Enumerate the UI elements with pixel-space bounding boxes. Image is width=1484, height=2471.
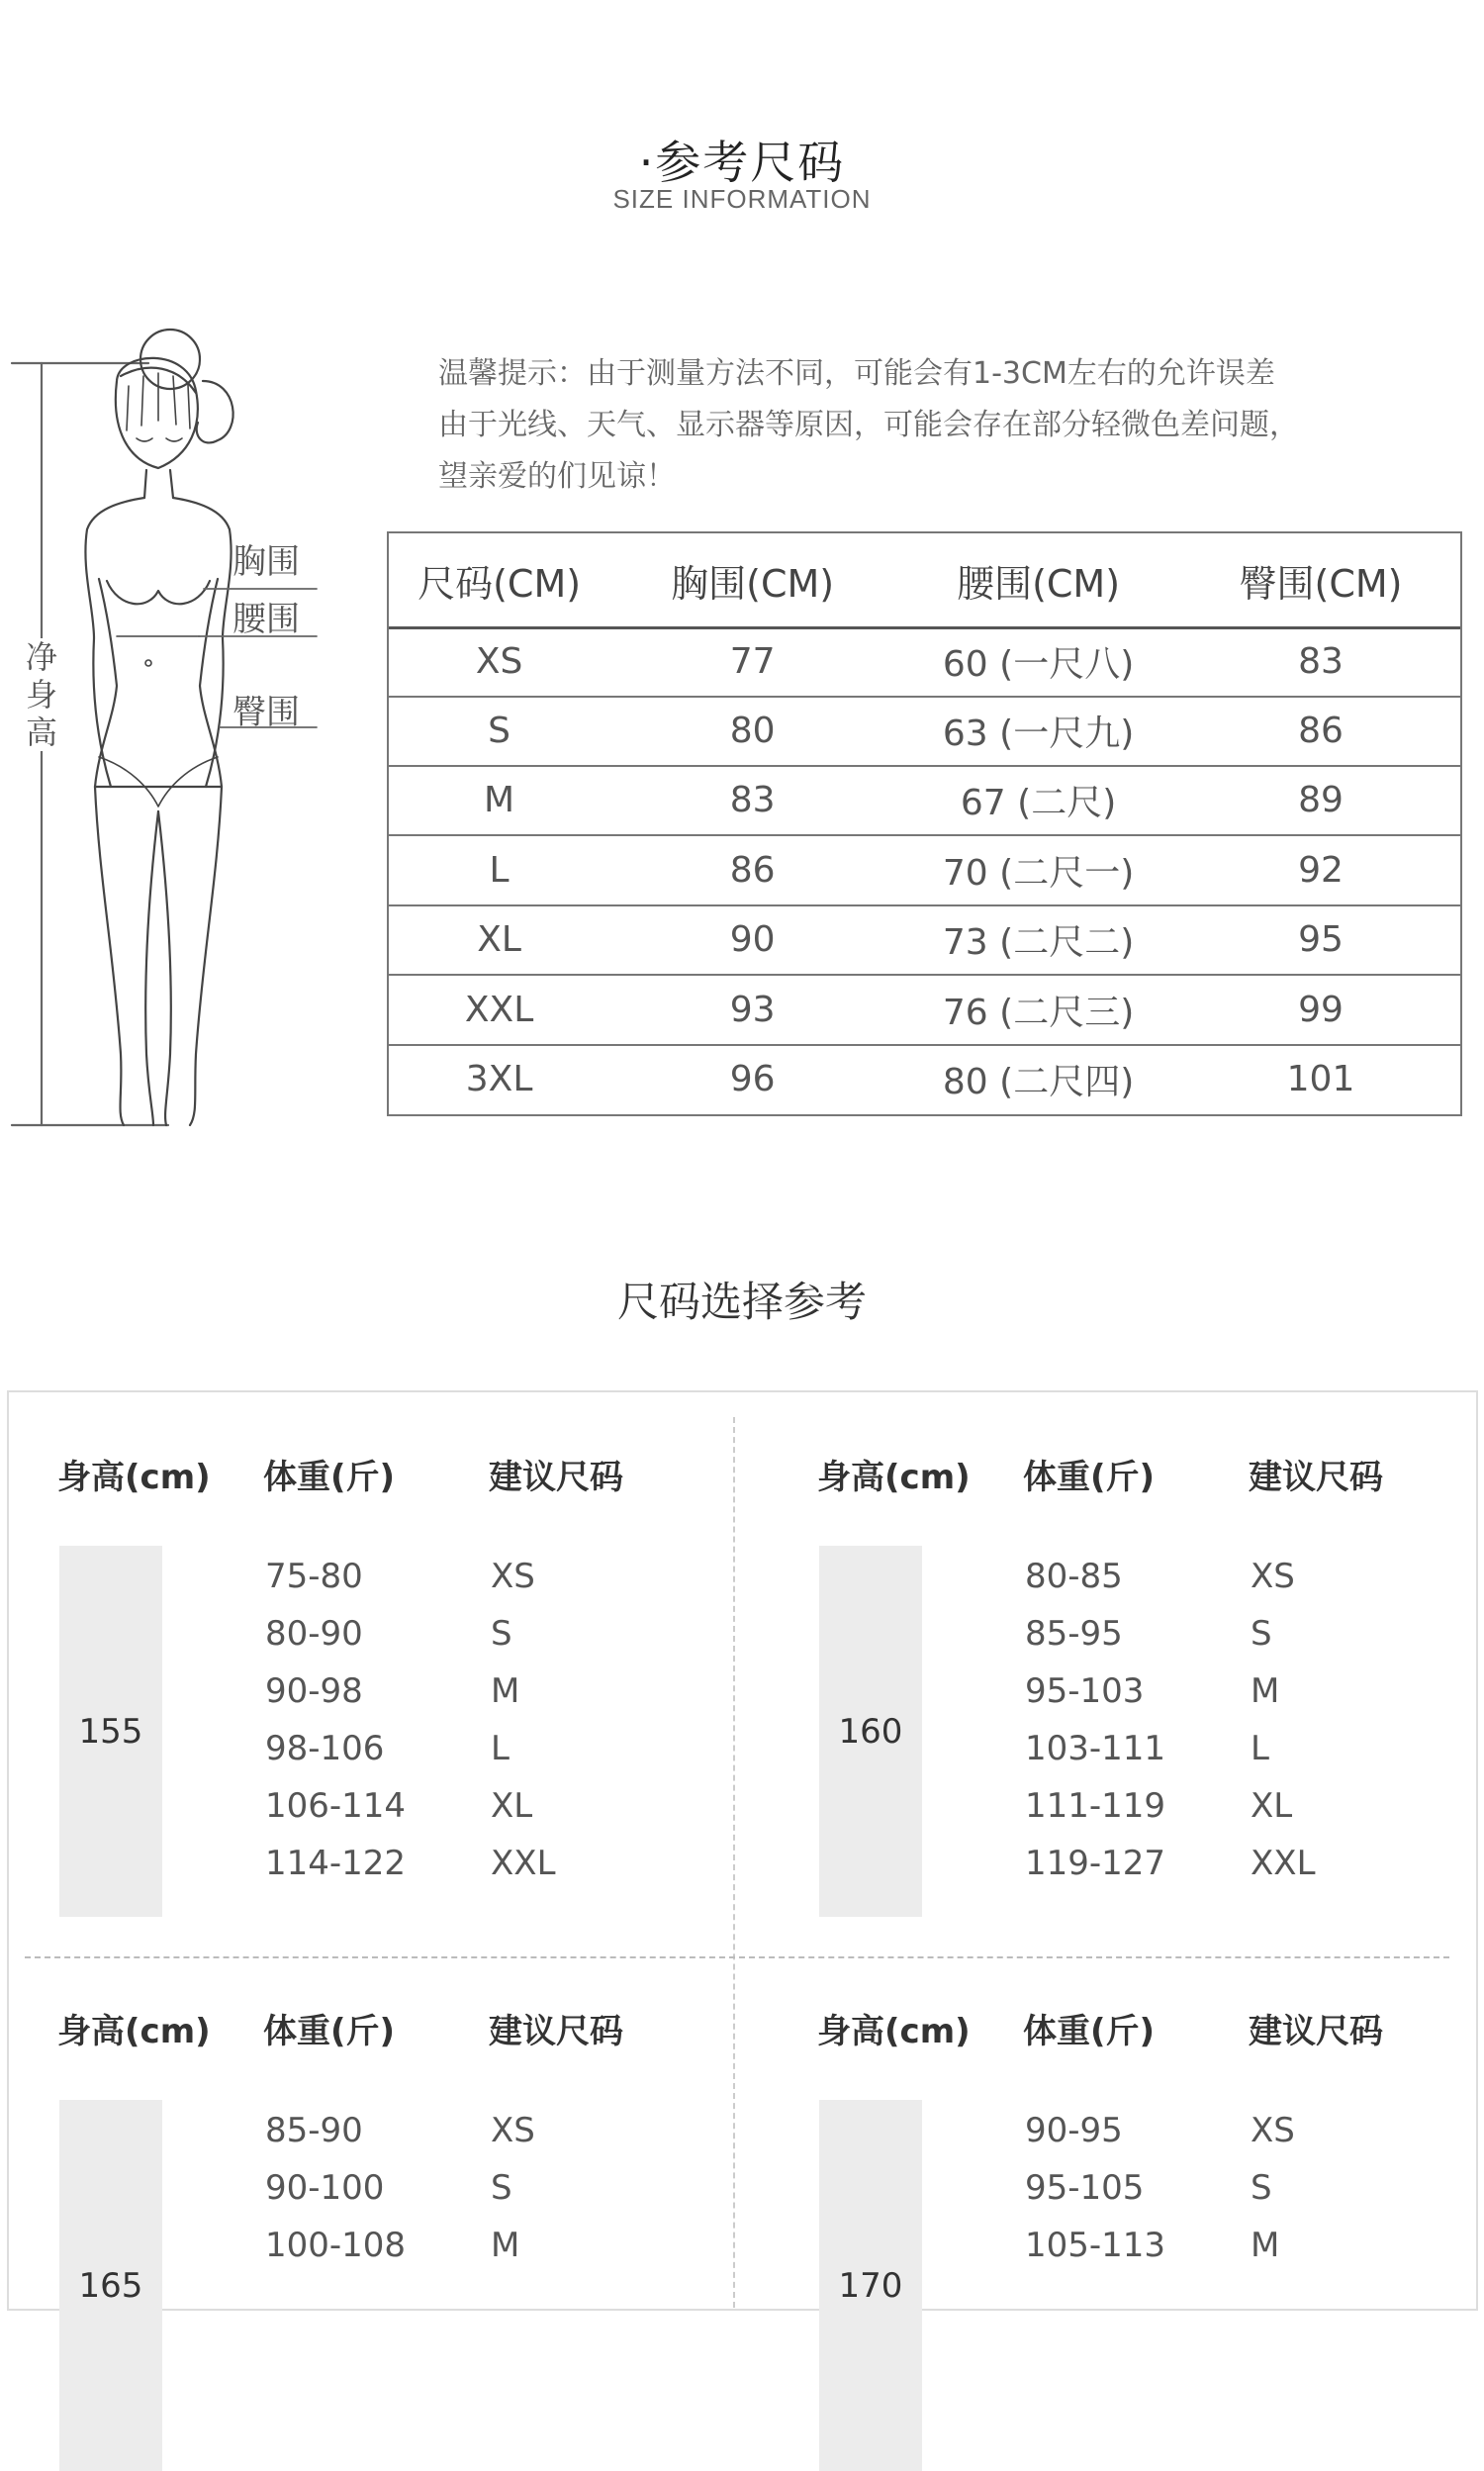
size-table-row bbox=[389, 835, 1460, 906]
weight-range: 95-103 bbox=[1025, 1671, 1145, 1711]
column-header-size: 建议尺码 bbox=[489, 1458, 623, 1497]
recommended-size: L bbox=[1251, 1729, 1269, 1768]
weight-range: 119-127 bbox=[1025, 1844, 1166, 1883]
tip-line-2: 由于光线、天气、显示器等原因，可能会存在部分轻微色差问题， bbox=[438, 408, 1299, 442]
size-cell: L bbox=[489, 849, 510, 891]
chest-cell: 77 bbox=[729, 640, 776, 682]
weight-range: 106-114 bbox=[265, 1786, 407, 1826]
chest-cell: 83 bbox=[729, 779, 776, 820]
height-value: 165 bbox=[78, 2266, 143, 2306]
waist-cell: 70 (二尺一) bbox=[942, 852, 1135, 894]
recommended-size: XS bbox=[491, 1557, 535, 1596]
size-cell: M bbox=[484, 779, 515, 820]
recommended-size: S bbox=[491, 1614, 512, 1654]
weight-range: 90-100 bbox=[265, 2168, 385, 2208]
horizontal-divider bbox=[25, 1956, 1449, 1958]
recommended-size: XS bbox=[1251, 2111, 1295, 2150]
height-value: 155 bbox=[78, 1712, 143, 1752]
hip-cell: 83 bbox=[1298, 640, 1344, 682]
column-header-size: 建议尺码 bbox=[489, 2012, 623, 2051]
size-table bbox=[387, 531, 1462, 1116]
header-size: 尺码(CM) bbox=[417, 561, 582, 606]
size-table-row bbox=[389, 696, 1460, 767]
weight-range: 85-95 bbox=[1025, 1614, 1123, 1654]
waist-cell: 73 (二尺二) bbox=[942, 921, 1135, 963]
column-header-weight: 体重(斤) bbox=[263, 1458, 396, 1497]
height-label: 净身高 bbox=[20, 638, 63, 751]
waist-label: 腰围 bbox=[232, 600, 300, 639]
column-header-weight: 体重(斤) bbox=[1023, 1458, 1156, 1497]
size-cell: S bbox=[488, 710, 511, 751]
weight-range: 75-80 bbox=[265, 1557, 363, 1596]
tip-line-3: 望亲爱的们见谅！ bbox=[438, 459, 676, 494]
size-cell: XXL bbox=[464, 989, 534, 1030]
weight-range: 95-105 bbox=[1025, 2168, 1145, 2208]
hip-cell: 86 bbox=[1298, 710, 1344, 751]
size-cell: 3XL bbox=[465, 1058, 533, 1099]
recommended-size: S bbox=[1251, 1614, 1272, 1654]
chest-cell: 86 bbox=[729, 849, 776, 891]
recommended-size: XXL bbox=[1251, 1844, 1316, 1883]
chest-cell: 90 bbox=[729, 918, 776, 960]
recommended-size: XS bbox=[491, 2111, 535, 2150]
weight-range: 90-98 bbox=[265, 1671, 363, 1711]
recommended-size: XXL bbox=[491, 1844, 556, 1883]
tip-line-1: 温馨提示：由于测量方法不同，可能会有1-3CM左右的允许误差 bbox=[438, 356, 1275, 391]
column-header-size: 建议尺码 bbox=[1249, 1458, 1383, 1497]
size-table-row bbox=[389, 904, 1460, 976]
waist-cell: 80 (二尺四) bbox=[942, 1061, 1135, 1102]
waist-cell: 76 (二尺三) bbox=[942, 992, 1135, 1033]
chest-label: 胸围 bbox=[232, 542, 300, 582]
weight-range: 80-85 bbox=[1025, 1557, 1123, 1596]
column-header-height: 身高(cm) bbox=[57, 1458, 211, 1497]
column-header-weight: 体重(斤) bbox=[263, 2012, 396, 2051]
page-subtitle: SIZE INFORMATION bbox=[612, 184, 872, 214]
recommended-size: M bbox=[491, 2226, 520, 2265]
hip-cell: 95 bbox=[1298, 918, 1344, 960]
recommended-size: S bbox=[491, 2168, 512, 2208]
weight-range: 114-122 bbox=[265, 1844, 407, 1883]
weight-range: 98-106 bbox=[265, 1729, 385, 1768]
weight-range: 100-108 bbox=[265, 2226, 407, 2265]
size-table-row bbox=[389, 975, 1460, 1046]
size-table-header bbox=[389, 533, 1460, 629]
header-waist: 腰围(CM) bbox=[957, 561, 1121, 606]
height-value: 160 bbox=[838, 1712, 903, 1752]
waist-cell: 67 (二尺) bbox=[960, 782, 1117, 823]
recommended-size: M bbox=[1251, 2226, 1280, 2265]
column-header-height: 身高(cm) bbox=[817, 2012, 971, 2051]
chest-cell: 80 bbox=[729, 710, 776, 751]
recommended-size: S bbox=[1251, 2168, 1272, 2208]
page-title: ·参考尺码 bbox=[638, 136, 846, 189]
hip-cell: 101 bbox=[1286, 1058, 1355, 1099]
recommended-size: XL bbox=[491, 1786, 533, 1826]
size-table-row bbox=[389, 1044, 1460, 1113]
recommended-size: L bbox=[491, 1729, 510, 1768]
waist-cell: 60 (一尺八) bbox=[942, 643, 1135, 685]
chest-cell: 93 bbox=[729, 989, 776, 1030]
weight-range: 85-90 bbox=[265, 2111, 363, 2150]
weight-range: 105-113 bbox=[1025, 2226, 1166, 2265]
waist-cell: 63 (一尺九) bbox=[942, 713, 1135, 754]
weight-range: 111-119 bbox=[1025, 1786, 1166, 1826]
header-hip: 臀围(CM) bbox=[1239, 561, 1403, 606]
hip-cell: 89 bbox=[1298, 779, 1344, 820]
recommended-size: M bbox=[491, 1671, 520, 1711]
hip-cell: 92 bbox=[1298, 849, 1344, 891]
size-table-row bbox=[389, 765, 1460, 836]
weight-range: 80-90 bbox=[265, 1614, 363, 1654]
size-table-row bbox=[389, 626, 1460, 698]
header-chest: 胸围(CM) bbox=[671, 561, 835, 606]
recommended-size: XS bbox=[1251, 1557, 1295, 1596]
column-header-size: 建议尺码 bbox=[1249, 2012, 1383, 2051]
chest-cell: 96 bbox=[729, 1058, 776, 1099]
column-header-height: 身高(cm) bbox=[817, 1458, 971, 1497]
hip-label: 臀围 bbox=[232, 693, 300, 732]
selection-title: 尺码选择参考 bbox=[616, 1278, 867, 1326]
recommended-size: M bbox=[1251, 1671, 1280, 1711]
hip-cell: 99 bbox=[1298, 989, 1344, 1030]
size-cell: XL bbox=[477, 918, 521, 960]
weight-range: 90-95 bbox=[1025, 2111, 1123, 2150]
column-header-height: 身高(cm) bbox=[57, 2012, 211, 2051]
column-header-weight: 体重(斤) bbox=[1023, 2012, 1156, 2051]
recommended-size: XL bbox=[1251, 1786, 1293, 1826]
height-value: 170 bbox=[838, 2266, 903, 2306]
vertical-divider bbox=[733, 1417, 735, 2308]
weight-range: 103-111 bbox=[1025, 1729, 1166, 1768]
size-cell: XS bbox=[475, 640, 523, 682]
